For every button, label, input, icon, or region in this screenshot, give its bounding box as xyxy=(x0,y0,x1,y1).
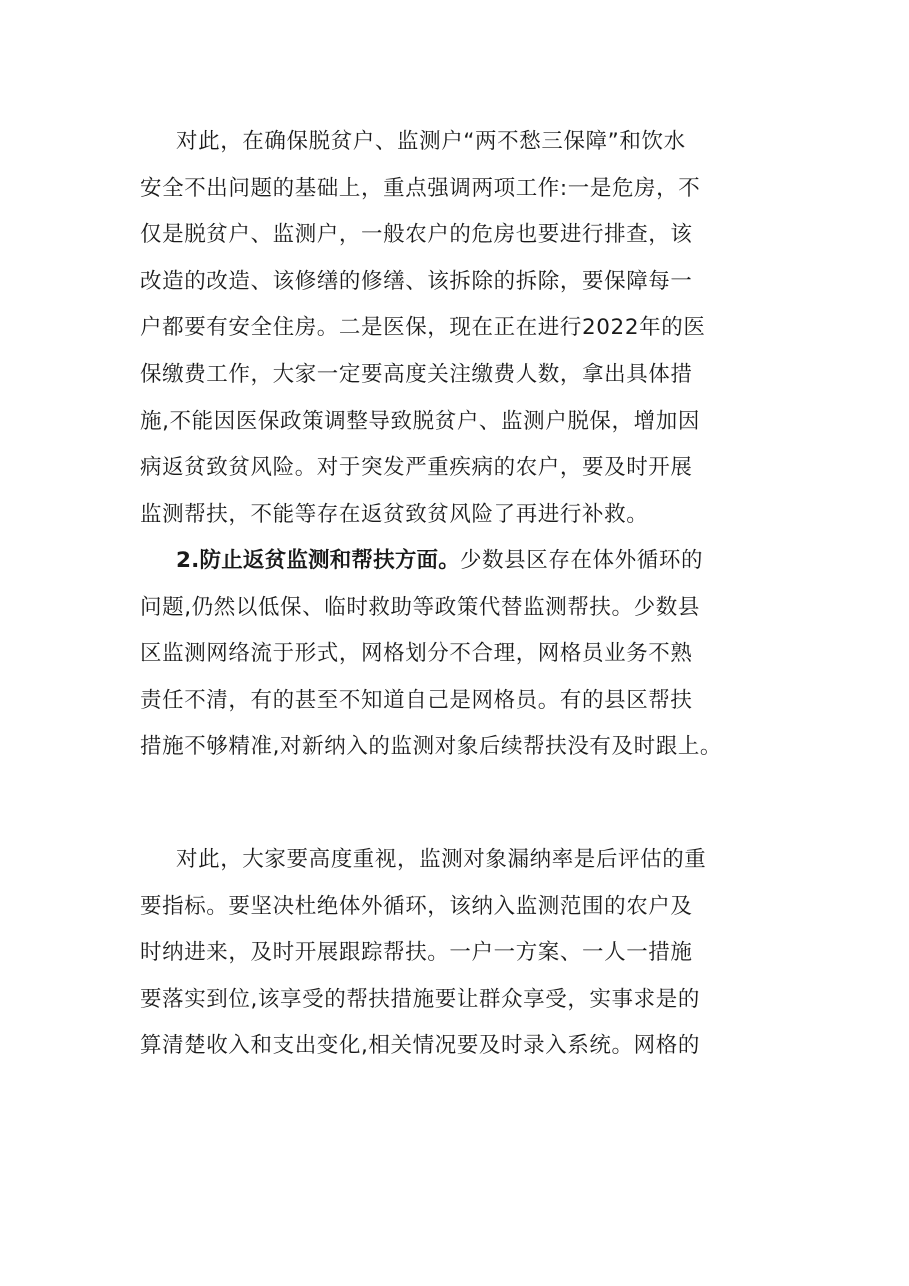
paragraph-line: 病返贫致贫风险。对于突发严重疾病的农户，要及时开展 xyxy=(140,455,693,481)
paragraph-line: 问题,仍然以低保、临时救助等政策代替监测帮扶。少数县 xyxy=(140,594,700,620)
paragraph-line: 保缴费工作，大家一定要高度关注缴费人数，拿出具体措 xyxy=(140,361,693,387)
paragraph-line: 要指标。要坚决杜绝体外循环，该纳入监测范围的农户及 xyxy=(140,893,693,919)
paragraph-line: 改造的改造、该修缮的修缮、该拆除的拆除，要保障每一 xyxy=(140,268,693,294)
paragraph-line: 对此，在确保脱贫户、监测户“两不愁三保障”和饮水 xyxy=(176,129,686,154)
paragraph-line: 仅是脱贫户、监测户，一般农户的危房也要进行排查，该 xyxy=(140,222,693,248)
paragraph-line: 施,不能因医保政策调整导致脱贫户、监测户脱保，增加因 xyxy=(140,408,700,434)
paragraph-first-line xyxy=(140,538,780,585)
paragraph-line: 对此，大家要高度重视，监测对象漏纳率是后评估的重 xyxy=(176,847,707,872)
paragraph-monitoring-support xyxy=(140,538,780,771)
paragraph-line: 监测帮扶，不能等存在返贫致贫风险了再进行补救。 xyxy=(140,501,649,527)
paragraph-line-text: 少数县区存在体外循环的 xyxy=(459,548,704,573)
paragraph-line: 措施不够精准,对新纳入的监测对象后续帮扶没有及时跟上。 xyxy=(140,734,723,760)
paragraph-line: 算清楚收入和支出变化,相关情况要及时录入系统。网格的 xyxy=(140,1033,700,1059)
section-heading: 2.防止返贫监测和帮扶方面。 xyxy=(176,548,460,573)
paragraph-line: 时纳进来，及时开展跟踪帮扶。一户一方案、一人一措施 xyxy=(140,940,693,966)
paragraph-housing-medical xyxy=(140,119,780,538)
paragraph-response-measures xyxy=(140,837,780,1070)
paragraph-line: 要落实到位,该享受的帮扶措施要让群众享受，实事求是的 xyxy=(140,986,700,1012)
paragraph-line: 责任不清，有的甚至不知道自己是网格员。有的县区帮扶 xyxy=(140,687,693,713)
paragraph-line: 区监测网络流于形式，网格划分不合理，网格员业务不熟 xyxy=(140,641,693,667)
paragraph-line: 安全不出问题的基础上，重点强调两项工作:一是危房，不 xyxy=(140,175,701,201)
paragraph-line: 户都要有安全住房。二是医保，现在正在进行2022年的医 xyxy=(140,315,706,341)
